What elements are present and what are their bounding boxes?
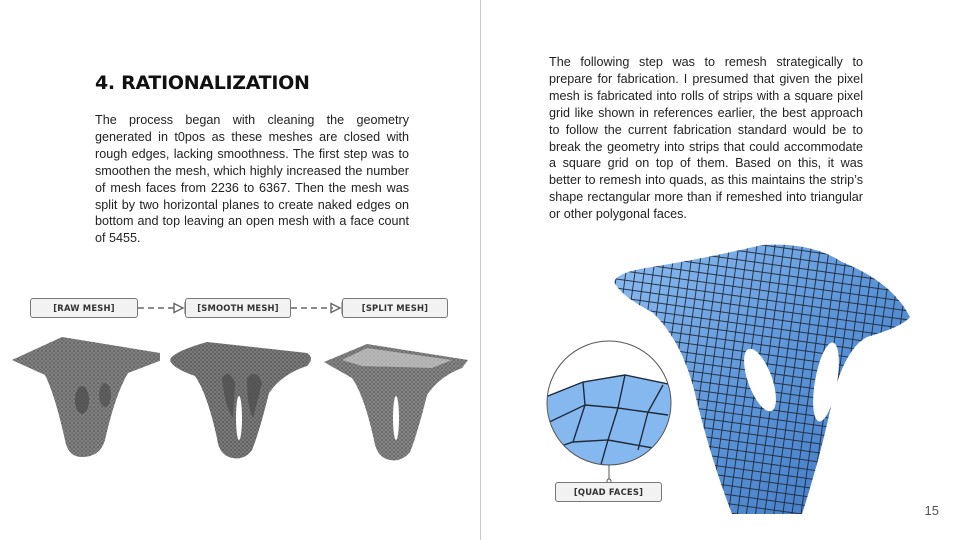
left-paragraph: The process began with cleaning the geometry generated in t0pos as these meshes are closed with rough edges, lacking smoothness. The first step was to smoothen the mesh, which highly increased the number of mesh faces from 2236 to 6367. Then the mesh was split by two horizontal planes to create naked edges on bottom and top leaving an open mesh with a face count of 5455. bbox=[95, 113, 409, 246]
raw-mesh-tag: [RAW MESH] bbox=[30, 298, 138, 318]
arrow-icon bbox=[138, 298, 186, 318]
smooth-mesh-image bbox=[167, 338, 317, 463]
quad-faces-tag: [QUAD FACES] bbox=[555, 482, 662, 502]
page-number: 15 bbox=[924, 503, 939, 518]
section-title: 4. RATIONALIZATION bbox=[95, 72, 310, 94]
right-paragraph: The following step was to remesh strategically to prepare for fabrication. I presumed that given the pixel mesh is fabricated into rolls of strips with a square pixel grid like shown in references earlier, the best approach to follow the current fabrication standard would be to break the geometry into strips that could accommodate a square grid on top of them. Based on this, it was better to remesh into quads, as this maintains the strip’s shape rectangular more than if remeshed into triangular or other polygonal faces. bbox=[549, 55, 863, 222]
arrow-icon bbox=[291, 298, 343, 318]
smooth-mesh-tag: [SMOOTH MESH] bbox=[185, 298, 291, 318]
raw-mesh-image bbox=[10, 335, 160, 460]
split-mesh-image bbox=[322, 340, 472, 465]
split-mesh-tag: [SPLIT MESH] bbox=[342, 298, 448, 318]
quad-faces-detail-circle bbox=[543, 340, 678, 490]
page-divider bbox=[480, 0, 481, 540]
